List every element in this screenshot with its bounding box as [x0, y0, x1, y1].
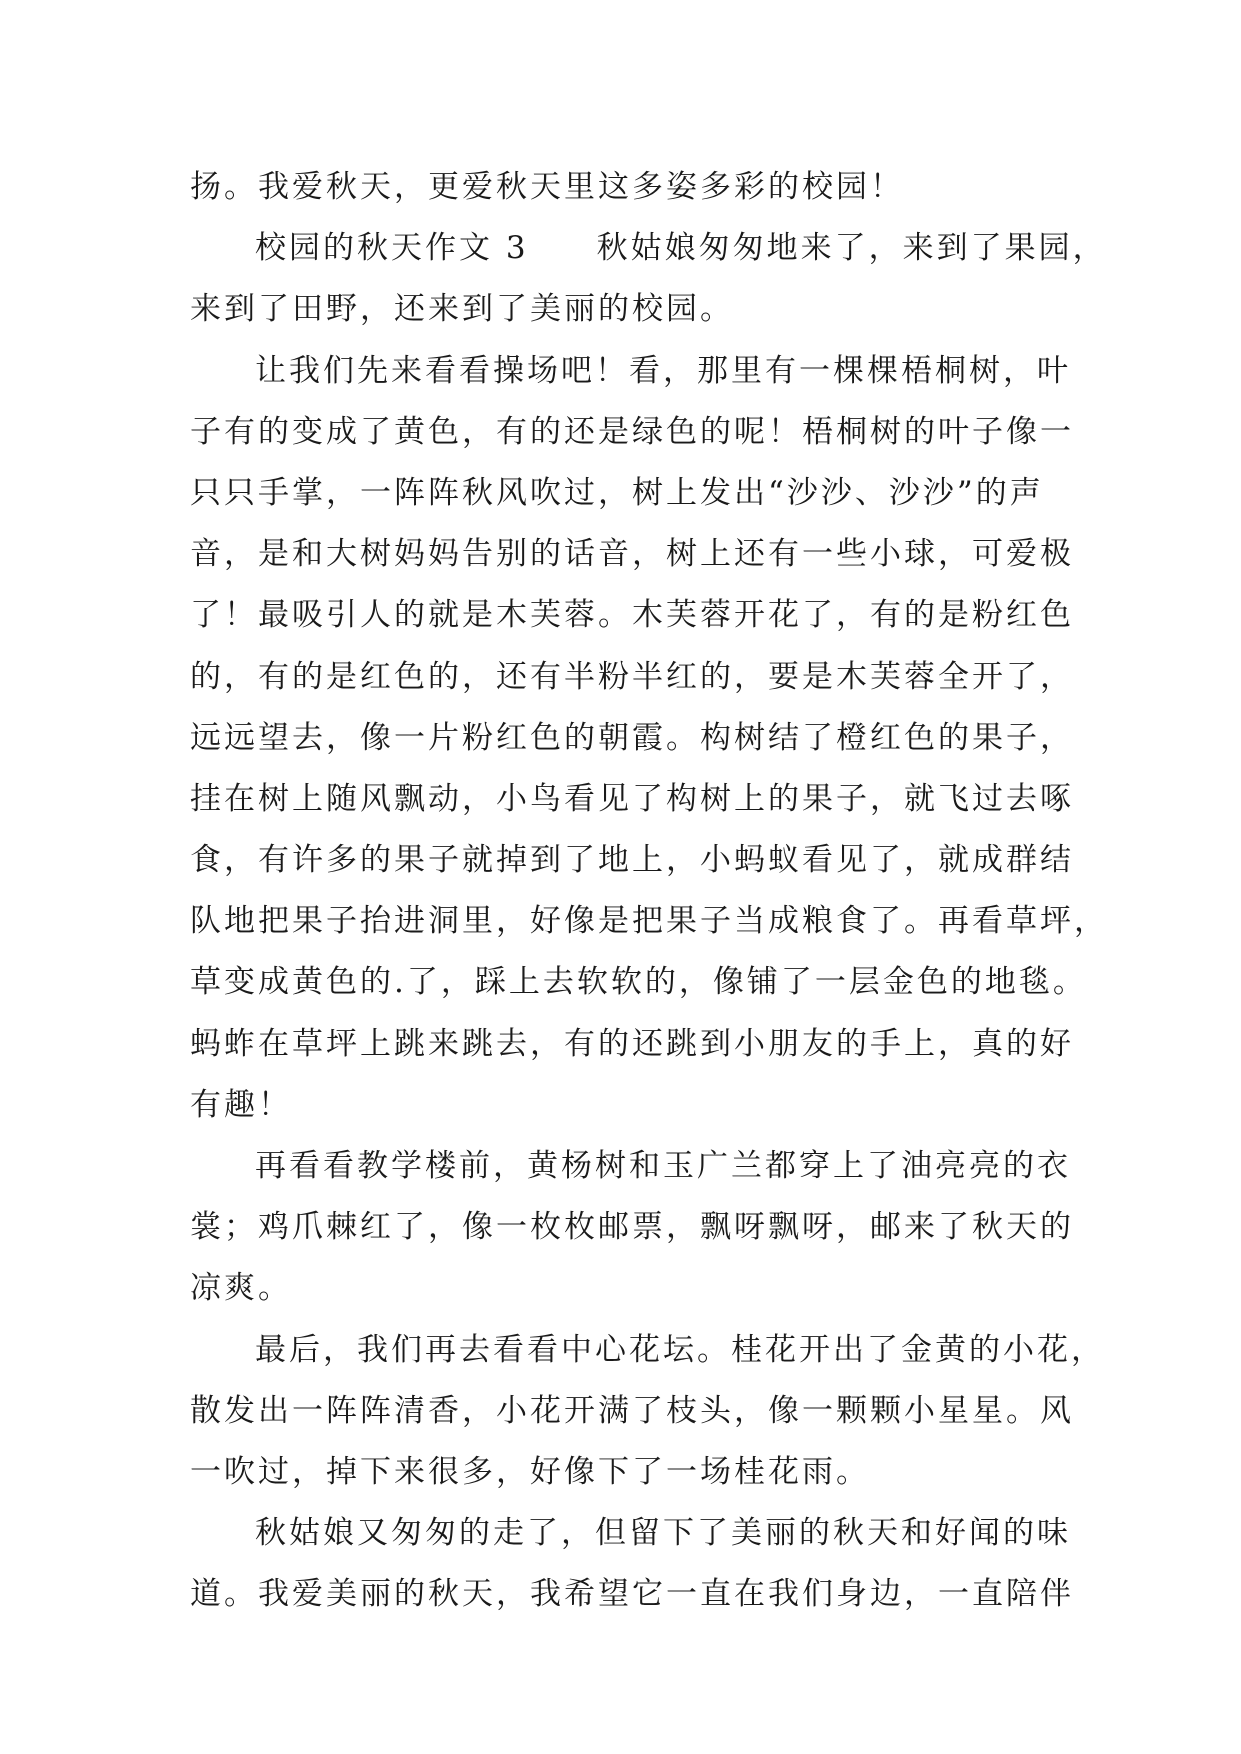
text-line: 蚂蚱在草坪上跳来跳去，有的还跳到小朋友的手上，真的好 — [190, 1025, 1074, 1062]
text-line: 道。我爱美丽的秋天，我希望它一直在我们身边，一直陪伴 — [190, 1576, 1074, 1613]
text-line: 来到了田野，还来到了美丽的校园。 — [190, 291, 734, 328]
text-line: 凉爽。 — [190, 1270, 292, 1307]
text-line: 最后，我们再去看看中心花坛。桂花开出了金黄的小花， — [255, 1331, 1105, 1368]
text-line: 远远望去，像一片粉红色的朝霞。构树结了橙红色的果子， — [190, 719, 1074, 756]
text-line: 了！最吸引人的就是木芙蓉。木芙蓉开花了，有的是粉红色 — [190, 597, 1074, 634]
text-line: 子有的变成了黄色，有的还是绿色的呢！梧桐树的叶子像一 — [190, 413, 1074, 450]
text-line: 再看看教学楼前，黄杨树和玉广兰都穿上了油亮亮的衣 — [255, 1148, 1071, 1184]
essay-text — [190, 157, 1108, 1626]
text-line: 一吹过，掉下来很多，好像下了一场桂花雨。 — [190, 1453, 870, 1490]
text-line: 让我们先来看看操场吧！看，那里有一棵棵梧桐树，叶 — [255, 352, 1071, 389]
text-line: 秋姑娘又匆匆的走了，但留下了美丽的秋天和好闻的味 — [255, 1515, 1071, 1552]
text-line: 有趣！ — [190, 1086, 292, 1123]
text-line: 散发出一阵阵清香，小花开满了枝头，像一颗颗小星星。风 — [190, 1392, 1074, 1429]
text-line: 只只手掌，一阵阵秋风吹过，树上发出“沙沙、沙沙”的声 — [190, 474, 1044, 511]
text-line: 草变成黄色的.了，踩上去软软的，像铺了一层金色的地毯。 — [190, 964, 1087, 1001]
text-line: 扬。我爱秋天，更爱秋天里这多姿多彩的校园！ — [190, 169, 904, 205]
text-line: 挂在树上随风飘动，小鸟看见了构树上的果子，就飞过去啄 — [190, 780, 1074, 817]
text-line: 音，是和大树妈妈告别的话音，树上还有一些小球，可爱极 — [190, 536, 1074, 573]
text-line: 队地把果子抬进洞里，好像是把果子当成粮食了。再看草坪， — [190, 903, 1108, 940]
text-line: 的，有的是红色的，还有半粉半红的，要是木芙蓉全开了， — [190, 658, 1074, 695]
text-line: 裳；鸡爪棘红了，像一枚枚邮票，飘呀飘呀，邮来了秋天的 — [190, 1209, 1074, 1246]
text-line: 校园的秋天作文 3 秋姑娘匆匆地来了，来到了果园， — [255, 230, 1107, 267]
text-line: 食，有许多的果子就掉到了地上，小蚂蚁看见了，就成群结 — [190, 842, 1074, 879]
